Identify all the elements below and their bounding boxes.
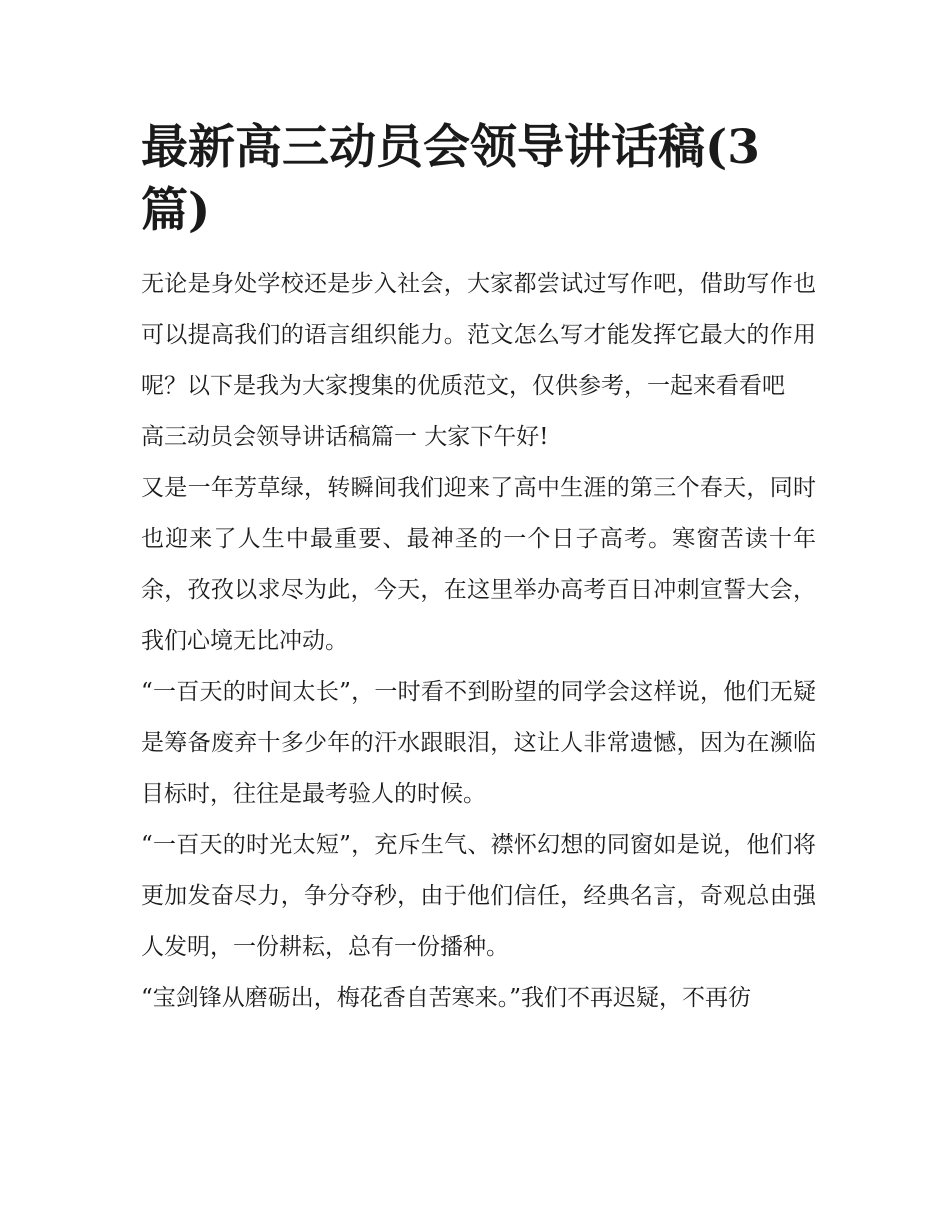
section-heading-paragraph: 高三动员会领导讲话稿篇一 大家下午好! xyxy=(141,424,549,450)
body-paragraph: “一百天的时光太短”，充斥生气、襟怀幻想的同窗如是说，他们将更加发奋尽力，争分夺秒，由于他们信任，经典名言，奇观总由强人发明，一份耕耘，总有一份播种。 xyxy=(141,832,816,960)
body-paragraph: “宝剑锋从磨砺出，梅花香自苦寒来。”我们不再迟疑，不再彷 xyxy=(141,985,752,1011)
body-paragraph: 又是一年芳草绿，转瞬间我们迎来了高中生涯的第三个春天，同时也迎来了人生中最重要、最神圣的一个日子高考。寒窗苦读十年余，孜孜以求尽为此，今天，在这里举办高考百日冲刺宣誓大会，我们心境无比冲动。 xyxy=(141,475,816,654)
document-body xyxy=(141,116,816,1024)
document-title: 最新高三动员会领导讲话稿(3篇) xyxy=(141,120,760,238)
body-paragraph: “一百天的时间太长”，一时看不到盼望的同学会这样说，他们无疑是筹备废弃十多少年的汗水跟眼泪，这让人非常遗憾，因为在濒临目标时，往往是最考验人的时候。 xyxy=(141,679,816,807)
intro-paragraph: 无论是身处学校还是步入社会，大家都尝试过写作吧，借助写作也可以提高我们的语言组织能力。范文怎么写才能发挥它最大的作用呢？以下是我为大家搜集的优质范文，仅供参考，一起来看看吧 xyxy=(141,271,816,399)
